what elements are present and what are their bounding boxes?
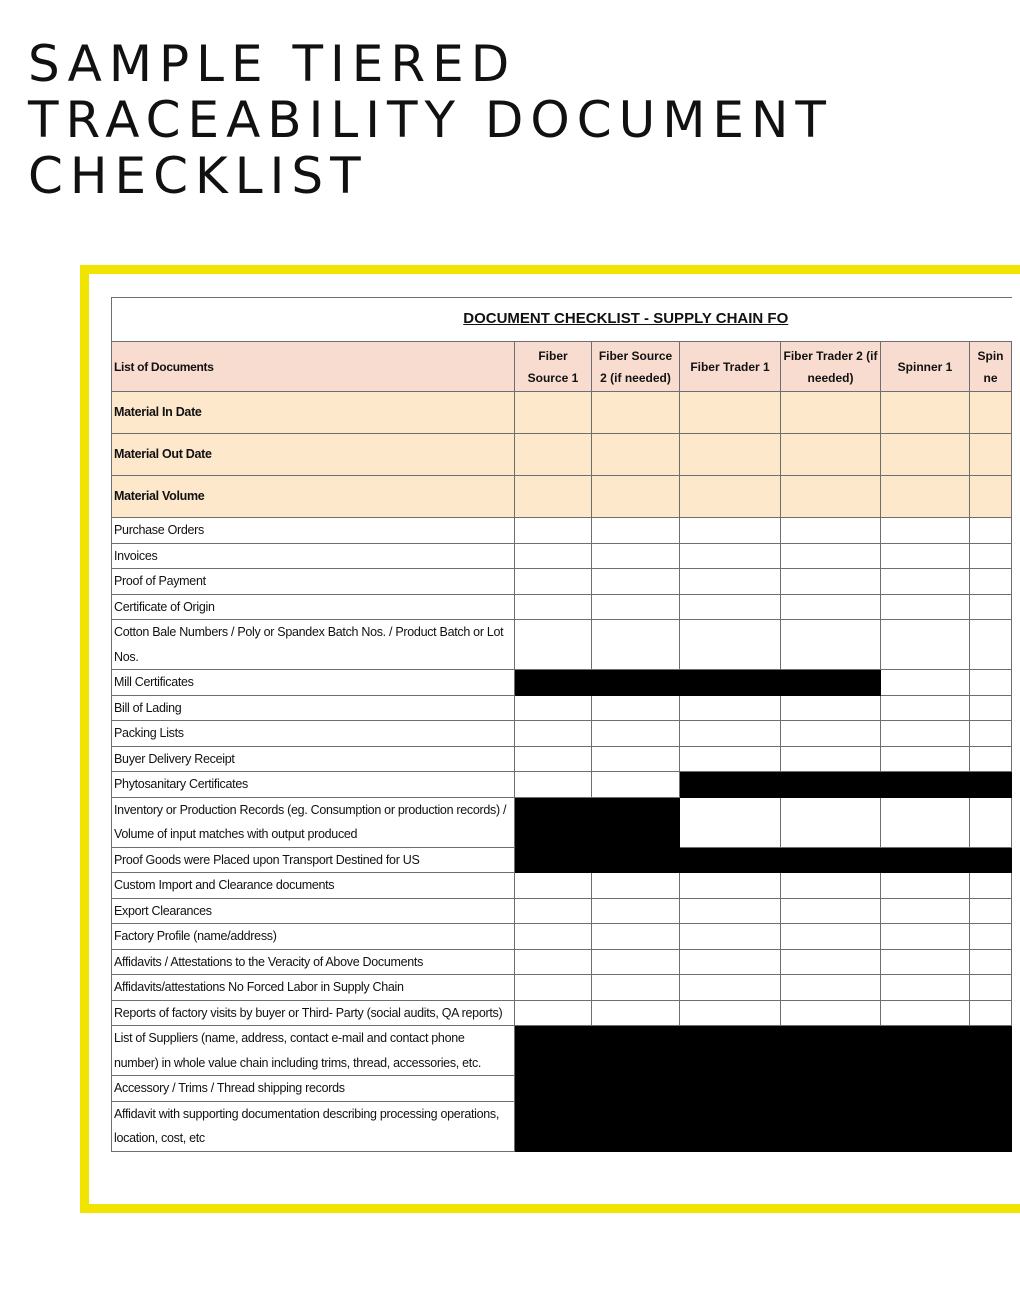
checklist-cell: [680, 873, 781, 899]
checklist-cell: [515, 949, 592, 975]
checklist-cell: [881, 898, 970, 924]
not-applicable-cell: [680, 1076, 781, 1102]
checklist-cell: [680, 434, 781, 476]
checklist-cell: [881, 569, 970, 595]
table-row: [112, 873, 1012, 899]
document-label: Packing Lists: [112, 721, 515, 747]
checklist-cell: [881, 1000, 970, 1026]
table-row: [112, 620, 1012, 670]
checklist-cell: [515, 924, 592, 950]
document-label: Reports of factory visits by buyer or Third- Party (social audits, QA reports): [112, 1000, 515, 1026]
not-applicable-cell: [881, 1026, 970, 1076]
checklist-cell: [970, 569, 1012, 595]
checklist-cell: [680, 569, 781, 595]
table-row: [112, 569, 1012, 595]
yellow-frame: [80, 265, 1020, 1213]
not-applicable-cell: [881, 847, 970, 873]
checklist-cell: [970, 670, 1012, 696]
checklist-cell: [881, 434, 970, 476]
checklist-cell: [592, 620, 680, 670]
checklist-cell: [592, 594, 680, 620]
checklist-cell: [781, 434, 881, 476]
checklist-cell: [881, 594, 970, 620]
document-label: Cotton Bale Numbers / Poly or Spandex Batch Nos. / Product Batch or Lot Nos.: [112, 620, 515, 670]
checklist-cell: [881, 721, 970, 747]
checklist-cell: [970, 695, 1012, 721]
not-applicable-cell: [970, 1076, 1012, 1102]
column-header: Spinner 1: [881, 342, 970, 392]
not-applicable-cell: [680, 1026, 781, 1076]
checklist-cell: [881, 670, 970, 696]
table-row: [112, 746, 1012, 772]
checklist-cell: [970, 721, 1012, 747]
checklist-cell: [680, 898, 781, 924]
checklist-cell: [515, 721, 592, 747]
not-applicable-cell: [515, 1101, 592, 1151]
document-label: Mill Certificates: [112, 670, 515, 696]
not-applicable-cell: [515, 1076, 592, 1102]
highlight-row-label: Material Out Date: [112, 434, 515, 476]
document-label: Invoices: [112, 543, 515, 569]
highlight-row: [112, 392, 1012, 434]
document-label: Inventory or Production Records (eg. Consumption or production records) / Volume of input matches with output produced: [112, 797, 515, 847]
checklist-cell: [515, 975, 592, 1001]
not-applicable-cell: [515, 847, 592, 873]
checklist-cell: [881, 924, 970, 950]
table-row: [112, 797, 1012, 847]
checklist-cell: [881, 543, 970, 569]
checklist-cell: [515, 620, 592, 670]
checklist-cell: [515, 594, 592, 620]
not-applicable-cell: [781, 1076, 881, 1102]
table-row: [112, 898, 1012, 924]
checklist-cell: [781, 476, 881, 518]
checklist-cell: [970, 543, 1012, 569]
checklist-cell: [781, 797, 881, 847]
checklist-cell: [970, 392, 1012, 434]
not-applicable-cell: [680, 1101, 781, 1151]
table-row: [112, 695, 1012, 721]
document-label: Proof Goods were Placed upon Transport Destined for US: [112, 847, 515, 873]
table-row: [112, 975, 1012, 1001]
checklist-cell: [592, 924, 680, 950]
checklist-cell: [970, 746, 1012, 772]
checklist-cell: [680, 721, 781, 747]
checklist-cell: [970, 797, 1012, 847]
checklist-cell: [881, 392, 970, 434]
header-row: [112, 342, 1012, 392]
checklist-cell: [781, 518, 881, 544]
checklist-cell: [515, 392, 592, 434]
not-applicable-cell: [515, 670, 592, 696]
checklist-cell: [592, 392, 680, 434]
not-applicable-cell: [970, 772, 1012, 798]
document-label: Affidavits / Attestations to the Veracity of Above Documents: [112, 949, 515, 975]
highlight-row-label: Material Volume: [112, 476, 515, 518]
checklist-cell: [970, 594, 1012, 620]
checklist-cell: [680, 797, 781, 847]
table-row: [112, 924, 1012, 950]
checklist-cell: [881, 746, 970, 772]
table-banner: DOCUMENT CHECKLIST - SUPPLY CHAIN FO: [112, 298, 1012, 342]
document-label: Buyer Delivery Receipt: [112, 746, 515, 772]
document-label: Affidavit with supporting documentation describing processing operations, location, cost, etc: [112, 1101, 515, 1151]
checklist-cell: [781, 695, 881, 721]
checklist-cell: [592, 873, 680, 899]
document-label: Custom Import and Clearance documents: [112, 873, 515, 899]
checklist-cell: [515, 518, 592, 544]
checklist-cell: [970, 924, 1012, 950]
checklist-cell: [592, 695, 680, 721]
table-row: [112, 847, 1012, 873]
column-header: Fiber Trader 1: [680, 342, 781, 392]
document-label: Accessory / Trims / Thread shipping records: [112, 1076, 515, 1102]
not-applicable-cell: [781, 1101, 881, 1151]
checklist-cell: [781, 392, 881, 434]
checklist-cell: [781, 543, 881, 569]
checklist-cell: [680, 392, 781, 434]
checklist-cell: [881, 975, 970, 1001]
checklist-cell: [781, 924, 881, 950]
not-applicable-cell: [592, 1076, 680, 1102]
checklist-cell: [881, 949, 970, 975]
column-header: Fiber Trader 2 (if needed): [781, 342, 881, 392]
checklist-cell: [970, 620, 1012, 670]
checklist-cell: [781, 975, 881, 1001]
checklist-cell: [680, 949, 781, 975]
document-label: Phytosanitary Certificates: [112, 772, 515, 798]
table-banner-row: [112, 298, 1012, 342]
document-label: Export Clearances: [112, 898, 515, 924]
table-row: [112, 543, 1012, 569]
checklist-cell: [781, 594, 881, 620]
checklist-cell: [515, 873, 592, 899]
document-label: Factory Profile (name/address): [112, 924, 515, 950]
checklist-cell: [592, 569, 680, 595]
table-row: [112, 1026, 1012, 1076]
not-applicable-cell: [970, 1026, 1012, 1076]
document-label: List of Suppliers (name, address, contact e-mail and contact phone number) in whole value chain including trims, thread, accessories, etc.: [112, 1026, 515, 1076]
checklist-cell: [592, 746, 680, 772]
checklist-cell: [515, 695, 592, 721]
not-applicable-cell: [881, 772, 970, 798]
document-label: Affidavits/attestations No Forced Labor in Supply Chain: [112, 975, 515, 1001]
checklist-cell: [515, 1000, 592, 1026]
checklist-cell: [680, 594, 781, 620]
table-row: [112, 670, 1012, 696]
checklist-cell: [592, 1000, 680, 1026]
not-applicable-cell: [680, 847, 781, 873]
checklist-cell: [592, 772, 680, 798]
checklist-cell: [881, 476, 970, 518]
checklist-cell: [970, 975, 1012, 1001]
checklist-cell: [592, 949, 680, 975]
highlight-row-label: Material In Date: [112, 392, 515, 434]
checklist-cell: [592, 476, 680, 518]
column-header: Fiber Source 1: [515, 342, 592, 392]
highlight-row: [112, 476, 1012, 518]
table-row: [112, 594, 1012, 620]
checklist-cell: [515, 772, 592, 798]
checklist-cell: [592, 721, 680, 747]
table-row: [112, 721, 1012, 747]
not-applicable-cell: [592, 847, 680, 873]
not-applicable-cell: [592, 1026, 680, 1076]
not-applicable-cell: [881, 1076, 970, 1102]
not-applicable-cell: [515, 797, 592, 847]
checklist-cell: [515, 898, 592, 924]
checklist-cell: [781, 721, 881, 747]
checklist-cell: [970, 434, 1012, 476]
document-label: Proof of Payment: [112, 569, 515, 595]
table-row: [112, 1000, 1012, 1026]
checklist-cell: [881, 695, 970, 721]
column-header: Fiber Source 2 (if needed): [592, 342, 680, 392]
not-applicable-cell: [680, 670, 781, 696]
checklist-cell: [515, 543, 592, 569]
column-header: List of Documents: [112, 342, 515, 392]
checklist-cell: [680, 620, 781, 670]
document-checklist-table: [111, 297, 1012, 1152]
not-applicable-cell: [881, 1101, 970, 1151]
checklist-cell: [515, 476, 592, 518]
table-row: [112, 949, 1012, 975]
checklist-cell: [680, 975, 781, 1001]
checklist-cell: [970, 898, 1012, 924]
not-applicable-cell: [592, 797, 680, 847]
checklist-cell: [881, 518, 970, 544]
not-applicable-cell: [781, 847, 881, 873]
checklist-cell: [970, 949, 1012, 975]
table-row: [112, 1076, 1012, 1102]
not-applicable-cell: [592, 1101, 680, 1151]
checklist-cell: [881, 620, 970, 670]
page-title: SAMPLE TIERED TRACEABILITY DOCUMENT CHECKLIST: [28, 35, 833, 205]
checklist-cell: [781, 569, 881, 595]
document-label: Purchase Orders: [112, 518, 515, 544]
checklist-cell: [592, 975, 680, 1001]
checklist-cell: [781, 949, 881, 975]
checklist-cell: [680, 518, 781, 544]
not-applicable-cell: [515, 1026, 592, 1076]
checklist-cell: [592, 434, 680, 476]
table-row: [112, 518, 1012, 544]
checklist-cell: [680, 543, 781, 569]
checklist-cell: [781, 898, 881, 924]
document-label: Certificate of Origin: [112, 594, 515, 620]
checklist-cell: [515, 569, 592, 595]
checklist-cell: [515, 746, 592, 772]
highlight-row: [112, 434, 1012, 476]
not-applicable-cell: [781, 670, 881, 696]
checklist-cell: [592, 518, 680, 544]
checklist-cell: [970, 476, 1012, 518]
not-applicable-cell: [970, 847, 1012, 873]
not-applicable-cell: [592, 670, 680, 696]
checklist-cell: [881, 873, 970, 899]
checklist-cell: [592, 543, 680, 569]
not-applicable-cell: [970, 1101, 1012, 1151]
checklist-cell: [680, 924, 781, 950]
document-label: Bill of Lading: [112, 695, 515, 721]
checklist-cell: [680, 476, 781, 518]
checklist-cell: [970, 873, 1012, 899]
not-applicable-cell: [781, 772, 881, 798]
checklist-cell: [781, 1000, 881, 1026]
checklist-cell: [680, 746, 781, 772]
table-row: [112, 1101, 1012, 1151]
checklist-cell: [881, 797, 970, 847]
checklist-cell: [592, 898, 680, 924]
checklist-cell: [781, 746, 881, 772]
column-header: Spin ne: [970, 342, 1012, 392]
not-applicable-cell: [680, 772, 781, 798]
checklist-cell: [781, 620, 881, 670]
not-applicable-cell: [781, 1026, 881, 1076]
checklist-cell: [515, 434, 592, 476]
checklist-cell: [680, 695, 781, 721]
table-row: [112, 772, 1012, 798]
checklist-cell: [781, 873, 881, 899]
checklist-cell: [970, 518, 1012, 544]
checklist-cell: [970, 1000, 1012, 1026]
checklist-cell: [680, 1000, 781, 1026]
